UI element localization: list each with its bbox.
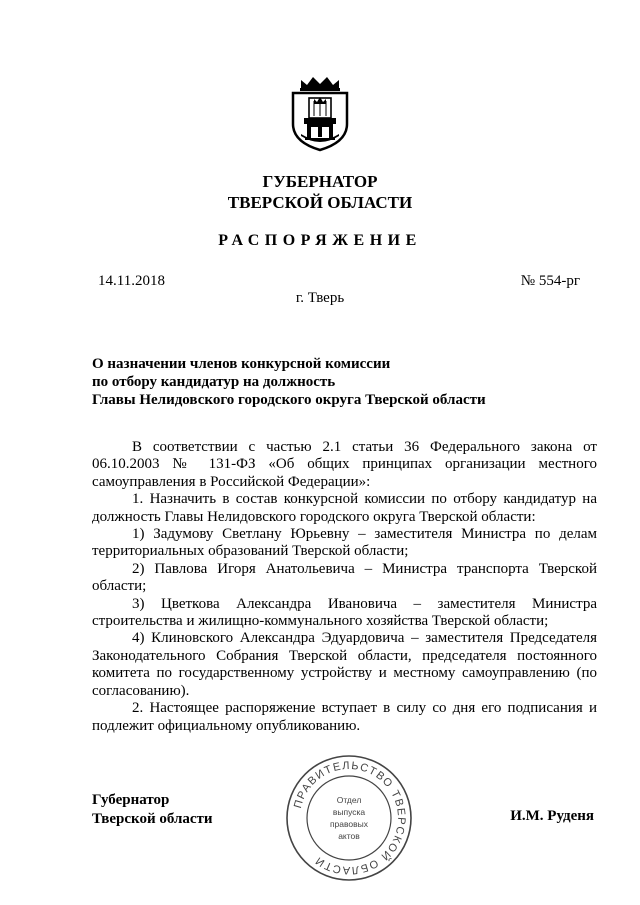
body-paragraph-preamble: В соответствии с частью 2.1 статьи 36 Федерального закона от 06.10.2003 № 131-ФЗ «Об общих принципах организации местного самоуправления в Российской Федерации»: [92,439,597,490]
stamp-ring-text: ПРАВИТЕЛЬСТВО ТВЕРСКОЙ ОБЛАСТИ [291,759,408,877]
signature-title [92,791,213,829]
subject-line: по отбору кандидатур на должность [92,374,336,390]
subject-line: Главы Нелидовского городского округа Тверской области [92,392,486,408]
subject-line: О назначении членов конкурсной комиссии [92,356,391,372]
stamp-inner-line: Отдел [336,795,362,805]
stamp-inner-line: выпуска [332,807,366,817]
document-date: 14.11.2018 [98,273,165,289]
stamp-inner-line: правовых [329,819,369,829]
document-city: г. Тверь [295,290,345,306]
document-number: № 554-рг [520,273,580,289]
official-stamp [284,753,414,883]
document-subject [92,355,486,409]
body-paragraph-member-2: 2) Павлова Игоря Анатольевича – Министра транспорта Тверской области; [92,560,597,595]
document-type: РАСПОРЯЖЕНИЕ [218,232,422,249]
body-paragraph-item-2: 2. Настоящее распоряжение вступает в силу со дня его подписания и подлежит официальному опубликованию. [92,700,597,734]
signatory-name: И.М. Руденя [510,808,594,824]
body-paragraph-member-1: 1) Задумову Светлану Юрьевну – заместителя Министра по делам территориальных образований Тверской области; [92,526,597,560]
signature-title-line-1: Губернатор [92,792,170,808]
body-paragraph-item-1: 1. Назначить в состав конкурсной комиссии по отбору кандидатур на должность Главы Нелидовского городского округа Тверской области: [92,491,597,525]
document-author-line-2: ТВЕРСКОЙ ОБЛАСТИ [227,193,413,212]
tver-coat-of-arms-icon [287,74,353,154]
document-author-line-1: ГУБЕРНАТОР [262,172,378,191]
stamp-inner-line: актов [338,831,360,841]
body-paragraph-member-4: 4) Клиновского Александра Эдуардовича – заместителя Председателя Законодательного Собрания Тверской области, председателя постоянного комитета по государственному устройству и местному самоуправлению (по согласованию). [92,630,597,699]
document-body [92,439,597,735]
signature-title-line-2: Тверской области [92,811,213,827]
body-paragraph-member-3: 3) Цветкова Александра Ивановича – заместителя Министра строительства и жилищно-коммунального хозяйства Тверской области; [92,595,597,630]
svg-text:ПРАВИТЕЛЬСТВО ТВЕРСКОЙ ОБЛАСТИ [292,760,407,876]
